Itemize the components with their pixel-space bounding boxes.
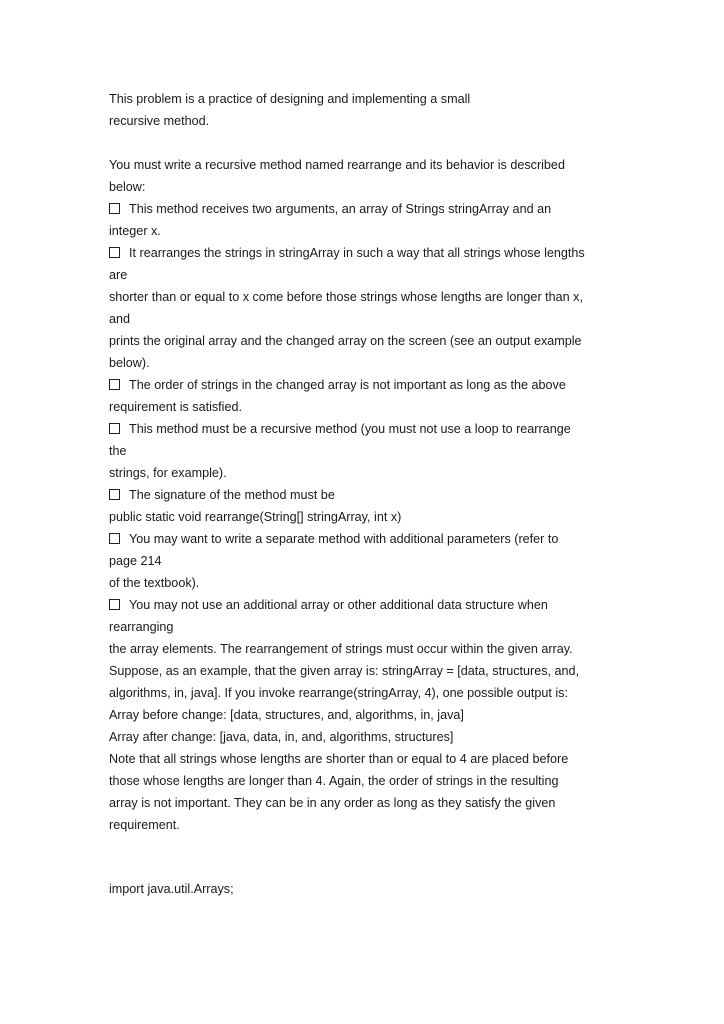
bullet-6-cont-2: of the textbook). (109, 576, 200, 590)
bullet-2-cont-1: are (109, 268, 128, 282)
bullet-4-cont-2: strings, for example). (109, 466, 227, 480)
bullet-2-text: It rearranges the strings in stringArray in such a way that all strings whose lengths (129, 246, 585, 260)
bullet-2-cont-5: below). (109, 356, 150, 370)
checkbox-icon (109, 599, 120, 610)
bullet-7-cont-1: rearranging (109, 620, 174, 634)
example-line-1: Suppose, as an example, that the given array is: stringArray = [data, structures, and, (109, 664, 580, 678)
checkbox-icon (109, 203, 120, 214)
note-line-4: requirement. (109, 818, 180, 832)
bullet-5-text: The signature of the method must be (129, 488, 335, 502)
bullet-6-cont-1: page 214 (109, 554, 162, 568)
checkbox-icon (109, 533, 120, 544)
task-line-1: You must write a recursive method named rearrange and its behavior is described (109, 158, 565, 172)
bullet-3-text: The order of strings in the changed array is not important as long as the above (129, 378, 566, 392)
bullet-5 (109, 487, 335, 503)
checkbox-icon (109, 247, 120, 258)
bullet-1-text: This method receives two arguments, an array of Strings stringArray and an (129, 202, 552, 216)
bullet-7 (109, 597, 548, 613)
import-statement: import java.util.Arrays; (109, 882, 234, 896)
checkbox-icon (109, 489, 120, 500)
method-signature: public static void rearrange(String[] stringArray, int x) (109, 510, 402, 524)
bullet-4 (109, 421, 571, 437)
bullet-3 (109, 377, 566, 393)
note-line-1: Note that all strings whose lengths are shorter than or equal to 4 are placed before (109, 752, 569, 766)
bullet-1-cont: integer x. (109, 224, 161, 238)
bullet-3-cont: requirement is satisfied. (109, 400, 242, 414)
bullet-2-cont-2: shorter than or equal to x come before those strings whose lengths are longer than x, (109, 290, 583, 304)
task-line-2: below: (109, 180, 146, 194)
bullet-7-cont-2: the array elements. The rearrangement of strings must occur within the given array. (109, 642, 573, 656)
bullet-6 (109, 531, 558, 547)
note-line-2: those whose lengths are longer than 4. Again, the order of strings in the resulting (109, 774, 559, 788)
bullet-2 (109, 245, 585, 261)
output-after: Array after change: [java, data, in, and, algorithms, structures] (109, 730, 454, 744)
intro-line-1: This problem is a practice of designing and implementing a small (109, 92, 471, 106)
checkbox-icon (109, 423, 120, 434)
note-line-3: array is not important. They can be in any order as long as they satisfy the given (109, 796, 556, 810)
bullet-6-text: You may want to write a separate method with additional parameters (refer to (129, 532, 559, 546)
checkbox-icon (109, 379, 120, 390)
bullet-4-text: This method must be a recursive method (you must not use a loop to rearrange (129, 422, 571, 436)
bullet-1 (109, 201, 551, 217)
bullet-7-text: You may not use an additional array or other additional data structure when (129, 598, 548, 612)
bullet-2-cont-4: prints the original array and the changed array on the screen (see an output example (109, 334, 582, 348)
example-line-2: algorithms, in, java]. If you invoke rearrange(stringArray, 4), one possible output is: (109, 686, 568, 700)
output-before: Array before change: [data, structures, and, algorithms, in, java] (109, 708, 464, 722)
bullet-2-cont-3: and (109, 312, 131, 326)
intro-line-2: recursive method. (109, 114, 210, 128)
bullet-4-cont-1: the (109, 444, 127, 458)
